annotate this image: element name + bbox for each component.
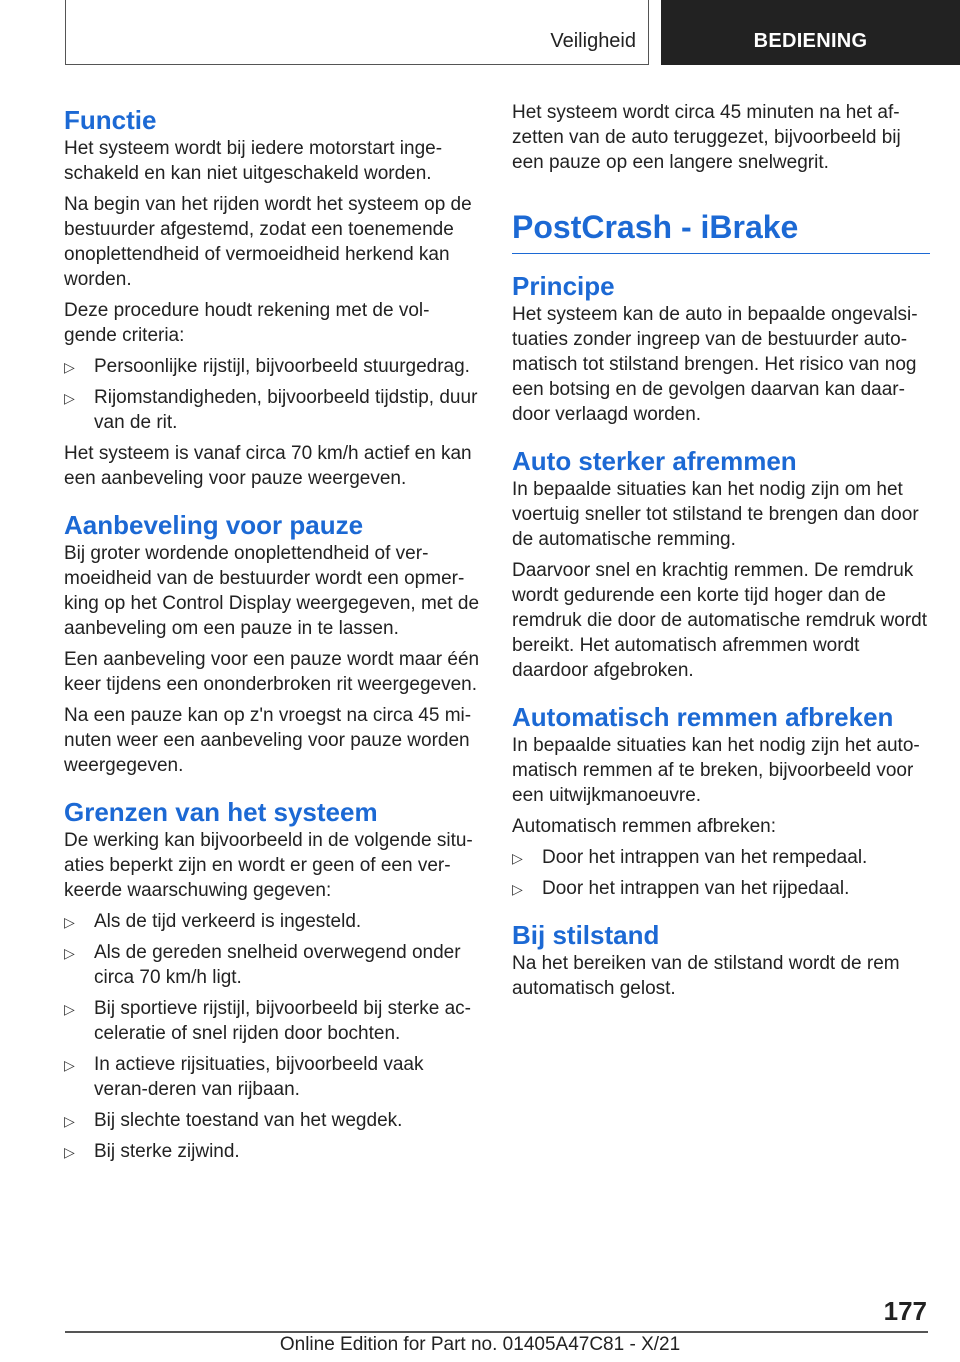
list-item: ▷ Bij sportieve rijstijl, bijvoorbeeld bij sterke ac-celeratie of snel rijden door bochten. bbox=[64, 998, 471, 1044]
paragraph: Het systeem is vanaf circa 70 km/h actief en kan een aanbeveling voor pauze weergeven. bbox=[64, 443, 472, 489]
triangle-bullet-icon: ▷ bbox=[64, 1057, 75, 1073]
list-item: ▷ Als de gereden snelheid overwegend onder circa 70 km/h ligt. bbox=[64, 942, 461, 988]
footer-divider bbox=[65, 1331, 928, 1333]
heading-remmen-afbreken: Automatisch remmen afbreken bbox=[512, 702, 894, 732]
heading-stilstand: Bij stilstand bbox=[512, 920, 660, 950]
heading-principe: Principe bbox=[512, 271, 615, 301]
paragraph: Daarvoor snel en krachtig remmen. De remdruk wordt gedurende een korte tijd hoger dan de remdruk die door de automatische remdruk wordt bereikt. Het automatisch afremmen wordt daardoor afgebroken. bbox=[512, 560, 928, 681]
chapter-title: PostCrash - iBrake bbox=[512, 207, 930, 254]
page-header bbox=[0, 0, 960, 66]
triangle-bullet-icon: ▷ bbox=[64, 390, 75, 406]
triangle-bullet-icon: ▷ bbox=[64, 945, 75, 961]
list-item: ▷ Bij slechte toestand van het wegdek. bbox=[64, 1108, 482, 1133]
heading-sterker-afremmen: Auto sterker afremmen bbox=[512, 446, 797, 476]
triangle-bullet-icon: ▷ bbox=[64, 359, 75, 375]
triangle-bullet-icon: ▷ bbox=[64, 1001, 75, 1017]
paragraph: Een aanbeveling voor een pauze wordt maar één keer tijdens een ononderbroken rit weergegeven. bbox=[64, 649, 480, 695]
heading-functie: Functie bbox=[64, 105, 157, 135]
triangle-bullet-icon: ▷ bbox=[64, 914, 75, 930]
bullet-list bbox=[512, 845, 930, 901]
list-item: ▷ Door het intrappen van het rempedaal. bbox=[512, 845, 930, 870]
chapter-tab: BEDIENING bbox=[661, 0, 960, 65]
list-item: ▷ In actieve rijsituaties, bijvoorbeeld vaak veran-deren van rijbaan. bbox=[64, 1054, 424, 1100]
paragraph: Na begin van het rijden wordt het systeem op de bestuurder afgestemd, zodat een toenemende onoplettendheid of vermoeidheid herkend kan worden. bbox=[64, 194, 472, 290]
paragraph: Het systeem wordt circa 45 minuten na het af-zetten van de auto teruggezet, bijvoorbeeld bij een pauze op een langere snelwegrit. bbox=[512, 102, 901, 173]
paragraph: Het systeem wordt bij iedere motorstart inge-schakeld en kan niet uitgeschakeld worden. bbox=[64, 138, 443, 184]
paragraph: In bepaalde situaties kan het nodig zijn het auto-matisch remmen af te breken, bijvoorbeeld voor een uitwijkmanoeuvre. bbox=[512, 735, 920, 806]
paragraph: De werking kan bijvoorbeeld in de volgende situ-aties beperkt zijn en wordt er geen of een ver-keerde waarschuwing gegeven: bbox=[64, 830, 473, 901]
paragraph: Bij groter wordende onoplettendheid of ver-moeidheid van de bestuurder wordt een opmer-king op het Control Display weergegeven, met de aanbeveling om een pauze in te lassen. bbox=[64, 543, 480, 639]
paragraph: Het systeem kan de auto in bepaalde ongevalsi-tuaties zonder ingreep van de bestuurder auto-matisch tot stilstand brengen. Het risico van nog een botsing en de gevolgen daarvan kan daar-door verlaagd worden. bbox=[512, 304, 918, 425]
paragraph: In bepaalde situaties kan het nodig zijn om het voertuig sneller tot stilstand te brengen dan door de automatische remming. bbox=[512, 479, 919, 550]
list-item: ▷ Als de tijd verkeerd is ingesteld. bbox=[64, 909, 482, 934]
paragraph: Deze procedure houdt rekening met de vol-gende criteria: bbox=[64, 300, 430, 346]
triangle-bullet-icon: ▷ bbox=[64, 1113, 75, 1129]
left-column bbox=[64, 100, 482, 1164]
heading-grenzen: Grenzen van het systeem bbox=[64, 797, 378, 827]
triangle-bullet-icon: ▷ bbox=[512, 881, 523, 897]
page-number: 177 bbox=[883, 1296, 927, 1326]
edition-footer: Online Edition for Part no. 01405A47C81 - X/21 bbox=[279, 1334, 681, 1355]
paragraph: Automatisch remmen afbreken: bbox=[512, 816, 777, 837]
bullet-list bbox=[64, 909, 482, 1164]
triangle-bullet-icon: ▷ bbox=[512, 850, 523, 866]
right-column bbox=[512, 100, 930, 1001]
triangle-bullet-icon: ▷ bbox=[64, 1144, 75, 1160]
paragraph: Na een pauze kan op z'n vroegst na circa 45 mi-nuten weer een aanbeveling voor pauze worden weergegeven. bbox=[64, 705, 472, 776]
paragraph: Na het bereiken van de stilstand wordt de rem automatisch gelost. bbox=[512, 953, 900, 999]
list-item: ▷ Persoonlijke rijstijl, bijvoorbeeld stuurgedrag. bbox=[64, 354, 482, 379]
section-title: Veiligheid bbox=[550, 30, 636, 52]
heading-aanbeveling-pauze: Aanbeveling voor pauze bbox=[64, 510, 364, 540]
section-tab bbox=[65, 0, 649, 65]
list-item: ▷ Rijomstandigheden, bijvoorbeeld tijdstip, duur van de rit. bbox=[64, 387, 478, 433]
list-item: ▷ Bij sterke zijwind. bbox=[64, 1139, 482, 1164]
list-item: ▷ Door het intrappen van het rijpedaal. bbox=[512, 876, 930, 901]
bullet-list bbox=[64, 354, 482, 435]
